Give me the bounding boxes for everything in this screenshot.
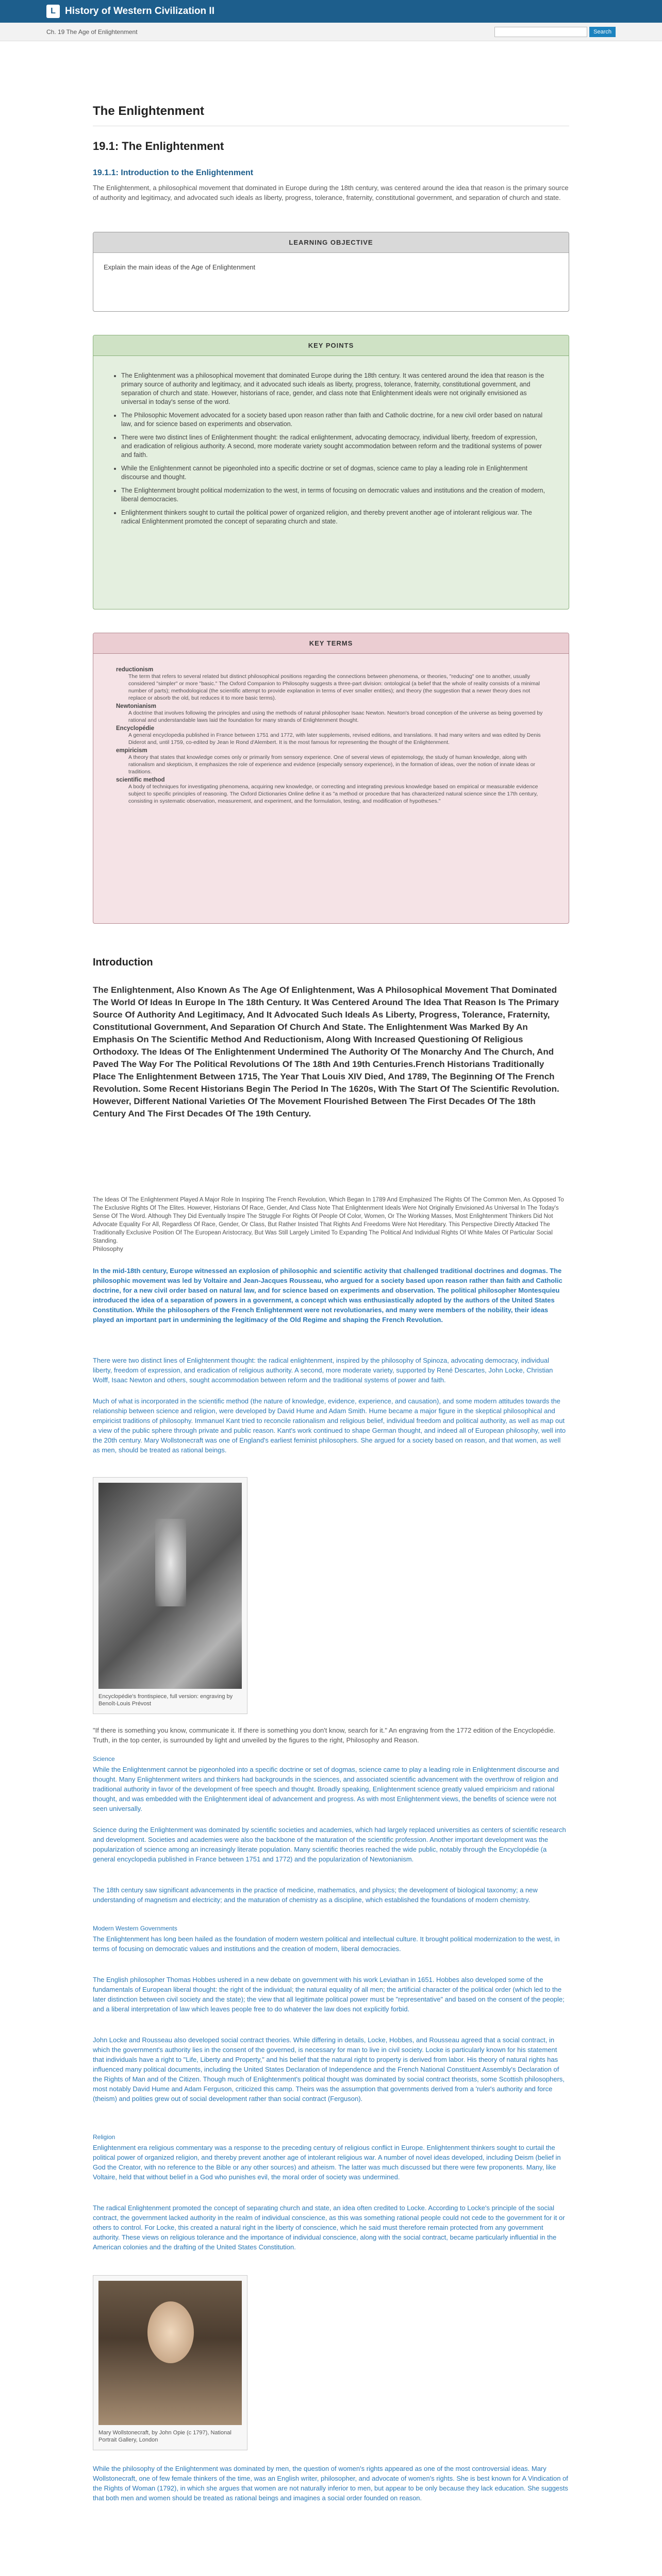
key-terms-heading: KEY TERMS [93, 633, 569, 654]
key-points-heading: KEY POINTS [93, 335, 569, 356]
figure-caption: Encyclopédie's frontispiece, full version: engraving by Benoît-Louis Prévost [98, 1693, 233, 1707]
search-input[interactable] [494, 27, 587, 37]
key-term: Newtonianism [116, 703, 156, 709]
section-intro: The Enlightenment, a philosophical movement that dominated in Europe during the 18th century, was centered around the idea that reason is the primary source of authority and legitimacy, and advocated such ideals as liberty, progress, tolerance, fraternity, constitutional government, and separation of church and state. [93, 184, 569, 201]
key-term: reductionism [116, 667, 154, 673]
paragraph: While the Enlightenment cannot be pigeonholed into a specific doctrine or set of dogmas, science came to play a leading role in Enlightenment discourse and thought. Many Enlightenment writers and thinkers had backgrounds in the sciences, and associated scientific advancement with the overthrow of religion and traditional authority in favor of the development of free speech and thought. Broadly speaking, Enlightenment science greatly valued empiricism and rational thought, and was embedded with the Enlightenment ideal of advancement and progress. As with most Enlightenment views, the benefits of science were not seen universally. [93, 1766, 559, 1812]
modern-governments-label: Modern Western Governments [93, 1925, 177, 1932]
key-term-definition: A theory that states that knowledge comes only or primarily from sensory experience. One of several views of epistemology, the study of human knowledge, along with rationalism and skepticism, it emphasizes the role of experience and evidence (especially sensory experience), in the formation of ideas, over the notion of innate ideas or traditions. [128, 754, 536, 775]
key-terms-list [93, 654, 569, 805]
paragraph: While the philosophy of the Enlightenment was dominated by men, the question of women's rights appeared as one of the most controversial ideas. Mary Wollstonecraft, one of few female thinkers of the time, was an English writer, philosopher, and advocate of women's rights. She is best known for A Vindication of the Rights of Woman (1792), in which she argues that women are not naturally inferior to men, but appear to be only because they lack education. She suggests that both men and women should be treated as rational beings and imagines a social order founded on reason. [93, 2465, 568, 2502]
paragraph: John Locke and Rousseau also developed social contract theories. While differing in details, Locke, Hobbes, and Rousseau agreed that a social contract, in which the government's authority lies in the consent of the governed, is necessary for man to live in civil society. Locke is particularly known for his statement that individuals have a right to "Life, Liberty and Property," and his belief that the natural right to property is derived from labor. His theory of natural rights has influenced many political documents, including the United States Declaration of Independence and the French National Constituent Assembly's Declaration of the Rights of Man and of the Citizen. Though much of Enlightenment's political thought was dominated by social contract theorists, some Scottish philosophers, most notably David Hume and Adam Ferguson, criticized this camp. Theirs was the assumption that governments derived from a 'ruler's authority and force (theism) and polities grew out of social development rather than social contract (Ferguson). [93, 2036, 565, 2103]
frontispiece-image[interactable] [98, 1483, 242, 1689]
breadcrumb[interactable]: Ch. 19 The Age of Enlightenment [46, 28, 138, 36]
key-point-item: • The Enlightenment was a philosophical movement that dominated Europe during the 18th century. It was centered around the idea that reason is the primary source of authority and legitimacy, and it advocated such ideals as liberty, progress, tolerance, fraternity, constitutional government, and separation of church and state. However, historians of race, gender, and class note that Enlightenment ideals were not originally envisioned as universal in today's sense of the word. [121, 371, 548, 406]
chapter-title: 19.1: The Enlightenment [93, 140, 224, 152]
key-term: empiricism [116, 748, 147, 754]
key-point-item: • There were two distinct lines of Enlightenment thought: the radical enlightenment, advocating democracy, individual liberty, freedom of expression, and eradication of religious authority. A second, more moderate variety sought accommodation between reform and the traditional systems of power and faith. [121, 433, 548, 460]
learning-objective-box [93, 232, 569, 312]
app-title[interactable]: History of Western Civilization II [65, 6, 214, 16]
religion-label: Religion [93, 2133, 115, 2141]
key-term-definition: A doctrine that involves following the principles and using the methods of natural philosopher Isaac Newton. Newton's broad conception of the universe as being governed by rational and understandable laws laid the foundation for many strands of Enlightenment thought. [128, 710, 543, 723]
science-label: Science [93, 1755, 115, 1762]
main-content [0, 104, 662, 2513]
key-point-item: • While the Enlightenment cannot be pigeonholed into a specific doctrine or set of dogmas, science came to play a leading role in Enlightenment discourse and thought. [121, 464, 548, 482]
key-term-definition: A general encyclopedia published in France between 1751 and 1772, with later supplements, revised editions, and translations. It had many writers and was edited by Denis Diderot and, until 1759, co-edited by Jean le Rond d'Alembert. It is the most famous for representing the thought of the Enlightenment. [128, 732, 541, 745]
top-bar [0, 0, 662, 23]
search-form [494, 27, 616, 37]
paragraph: The Enlightenment has long been hailed as the foundation of modern western political and intellectual culture. It brought political modernization to the west, in terms of focusing on democratic values and institutions and the creation of modern, liberal democracies. [93, 1935, 560, 1953]
sub-bar [0, 23, 662, 41]
paragraph: Much of what is incorporated in the scientific method (the nature of knowledge, evidence, experience, and causation), and some modern attitudes towards the relationship between science and religion, were developed by David Hume and Adam Smith. Hume became a major figure in the skeptical philosophical and empiricist traditions of philosophy. Immanuel Kant tried to reconcile rationalism and religious belief, individual freedom and political authority, as well as map out a view of the public sphere through private and public reason. Kant's work continued to shape German thought, and indeed all of European philosophy, well into the 20th century. Mary Wollstonecraft was one of England's earliest feminist philosophers. She argued for a society based on reason, and that women, as well as men, should be treated as rational beings. [93, 1397, 566, 1454]
paragraph: The Ideas Of The Enlightenment Played A Major Role In Inspiring The French Revolution, Which Began In 1789 And Emphasized The Rights Of The Common Men, As Opposed To The Exclusive Rights Of The Elites. However, Historians Of Race, Gender, And Class Note That Enlightenment Ideals Were Not Originally Envisioned As Universal In The Today's Sense Of The Word. Although They Did Eventually Inspire The Struggle For Rights Of People Of Color, Women, Or The Working Masses, Most Enlightenment Thinkers Did Not Advocate Equality For All, Regardless Of Race, Gender, Or Class, But Rather Insisted That Rights And Freedoms Were Not Hereditary. This Perspective Directly Attacked The Traditionally Exclusive Position Of The European Aristocracy, But Was Still Largely Limited To Expanding The Political And Individual Rights Of White Males Of Particular Social Standing. [93, 1197, 564, 1244]
paragraph: The 18th century saw significant advancements in the practice of medicine, mathematics, and physics; the development of biological taxonomy; a new understanding of magnetism and electricity; and the maturation of chemistry as a discipline, which established the foundations of modern chemistry. [93, 1886, 538, 1904]
learning-objective-text: Explain the main ideas of the Age of Enlightenment [104, 263, 256, 271]
figure-caption: Mary Wollstonecraft, by John Opie (c 1797), National Portrait Gallery, London [98, 2430, 231, 2443]
key-points-list [121, 371, 548, 526]
section-title: 19.1.1: Introduction to the Enlightenment [93, 168, 254, 177]
paragraph: Enlightenment era religious commentary was a response to the preceding century of religious conflict in Europe. Enlightenment thinkers sought to curtail the political power of organized religion, and thereby prevent another age of intolerant religious war. A number of novel ideas developed, including Deism (belief in God the Creator, with no reference to the Bible or any other sources) and atheism. The latter was much discussed but there were few proponents. Many, like Voltaire, held that without belief in a God who punishes evil, the moral order of society was undermined. [93, 2144, 561, 2181]
introduction-lead: The Enlightenment, Also Known As The Age Of Enlightenment, Was A Philosophical Movement That Dominated The World Of Ideas In Europe In The 18th Century. It Was Centered Around The Idea That Reason Is The Primary Source Of Authority And Legitimacy, And It Advocated Such Ideals As Liberty, Progress, Tolerance, Fraternity, Constitutional Government, And Separation Of Church And State. The Enlightenment Was Marked By An Emphasis On The Scientific Method And Reductionism, Along With Increased Questioning Of Religious Orthodoxy. The Ideas Of The Enlightenment Undermined The Authority Of The Monarchy And The Church, And Paved The Way For The Political Revolutions Of The 18th And 19th Centuries.French Historians Traditionally Place The Enlightenment Between 1715, The Year That Louis XIV Died, And 1789, The Beginning Of The French Revolution. Some Recent Historians Begin The Period In The 1620s, With The Start Of The Scientific Revolution. However, Different National Varieties Of The Movement Flourished Between The First Decades Of The 18th Century And The First Decades Of The 19th Century. [93, 985, 559, 1118]
philosophy-label: Philosophy [93, 1245, 123, 1252]
encyclopedie-frontispiece-figure [93, 1477, 247, 1714]
portrait-image[interactable] [98, 2281, 242, 2425]
key-term-definition: A body of techniques for investigating phenomena, acquiring new knowledge, or correcting and integrating previous knowledge based on empirical or measurable evidence subject to specific principles of reasoning. The Oxford Dictionaries Online define it as "a method or procedure that has characterized natural science since the 17th century, consisting in systematic observation, measurement, and experiment, and the formulation, testing, and modification of hypotheses." [128, 784, 538, 804]
search-button[interactable]: Search [589, 27, 616, 37]
key-terms-box [93, 633, 569, 924]
paragraph: The radical Enlightenment promoted the concept of separating church and state, an idea often credited to Locke. According to Locke's principle of the social contract, the government lacked authority in the realm of individual conscience, as this was something rational people could not cede to the government for it or others to control. For Locke, this created a natural right in the liberty of conscience, which he said must therefore remain protected from any government authority. These views on religious tolerance and the importance of individual conscience, along with the social contract, became particularly influential in the American colonies and the drafting of the United States Constitution. [93, 2204, 565, 2251]
key-point-item: • Enlightenment thinkers sought to curtail the political power of organized religion, and thereby prevent another age of intolerant religious war. The radical Enlightenment promoted the concept of separating church and state. [121, 509, 548, 526]
paragraph: Science during the Enlightenment was dominated by scientific societies and academies, which had largely replaced universities as centers of scientific research and development. Societies and academies were also the backbone of the maturation of the scientific profession. Another important development was the popularization of science among an increasingly literate population. Many scientific theories reached the wide public, notably through the Encyclopédie (a general encyclopedia published in France between 1751 and 1772) and the popularization of Newtonianism. [93, 1826, 566, 1863]
key-term: Encyclopédie [116, 725, 155, 732]
wollstonecraft-portrait-figure [93, 2275, 247, 2450]
key-points-box [93, 335, 569, 609]
page-title: The Enlightenment [93, 104, 204, 118]
paragraph: There were two distinct lines of Enlightenment thought: the radical enlightenment, inspired by the philosophy of Spinoza, advocating democracy, individual liberty, freedom of expression, and eradication of religious authority. A second, more moderate variety, supported by René Descartes, John Locke, Christian Wolff, Isaac Newton and others, sought accommodation between reform and the traditional systems of power and faith. [93, 1357, 553, 1384]
paragraph: "If there is something you know, communicate it. If there is something you don't know, search for it." An engraving from the 1772 edition of the Encyclopédie. Truth, in the top center, is surrounded by light and unveiled by the figures to the right, Philosophy and Reason. [93, 1726, 555, 1744]
paragraph: In the mid-18th century, Europe witnessed an explosion of philosophic and scientific activity that challenged traditional doctrines and dogmas. The philosophic movement was led by Voltaire and Jean-Jacques Rousseau, who argued for a society based upon reason rather than faith and Catholic doctrine, for a new civil order based on natural law, and for science based on experiments and observation. The political philosopher Montesquieu introduced the idea of a separation of powers in a government, a concept which was enthusiastically adopted by the authors of the United States Constitution. While the philosophers of the French Enlightenment were not revolutionaries, and many were members of the nobility, their ideas played an important part in undermining the legitimacy of the Old Regime and shaping the French Revolution. [93, 1267, 562, 1324]
key-term-definition: The term that refers to several related but distinct philosophical positions regarding the connections between phenomena, or theories, "reducing" one to another, usually considered "simpler" or more "basic." The Oxford Companion to Philosophy suggests a three-part division: ontological (a belief that the whole of reality consists of a minimal number of parts); methodological (the scientific attempt to provide explanation in terms of ever smaller entities); and theory (the suggestion that a newer theory does not replace or absorb the old, but reduces it to more basic terms). [128, 673, 540, 701]
paragraph: The English philosopher Thomas Hobbes ushered in a new debate on government with his work Leviathan in 1651. Hobbes also developed some of the fundamentals of European liberal thought: the right of the individual; the natural equality of all men; the artificial character of the political order (which led to the later distinction between civil society and the state); the view that all legitimate political power must be "representative" and based on the consent of the people; and a liberal interpretation of law which leaves people free to do whatever the law does not explicitly forbid. [93, 1976, 565, 2013]
key-point-item: • The Enlightenment brought political modernization to the west, in terms of focusing on democratic values and institutions and the creation of modern, liberal democracies. [121, 486, 548, 504]
key-point-item: • The Philosophic Movement advocated for a society based upon reason rather than faith and Catholic doctrine, for a new civil order based on natural law, and for science based on experiments and observation. [121, 411, 548, 429]
key-term: scientific method [116, 777, 165, 783]
learning-objective-heading: LEARNING OBJECTIVE [93, 232, 569, 253]
library-logo-icon[interactable]: L [46, 5, 60, 18]
introduction-heading: Introduction [93, 957, 153, 968]
